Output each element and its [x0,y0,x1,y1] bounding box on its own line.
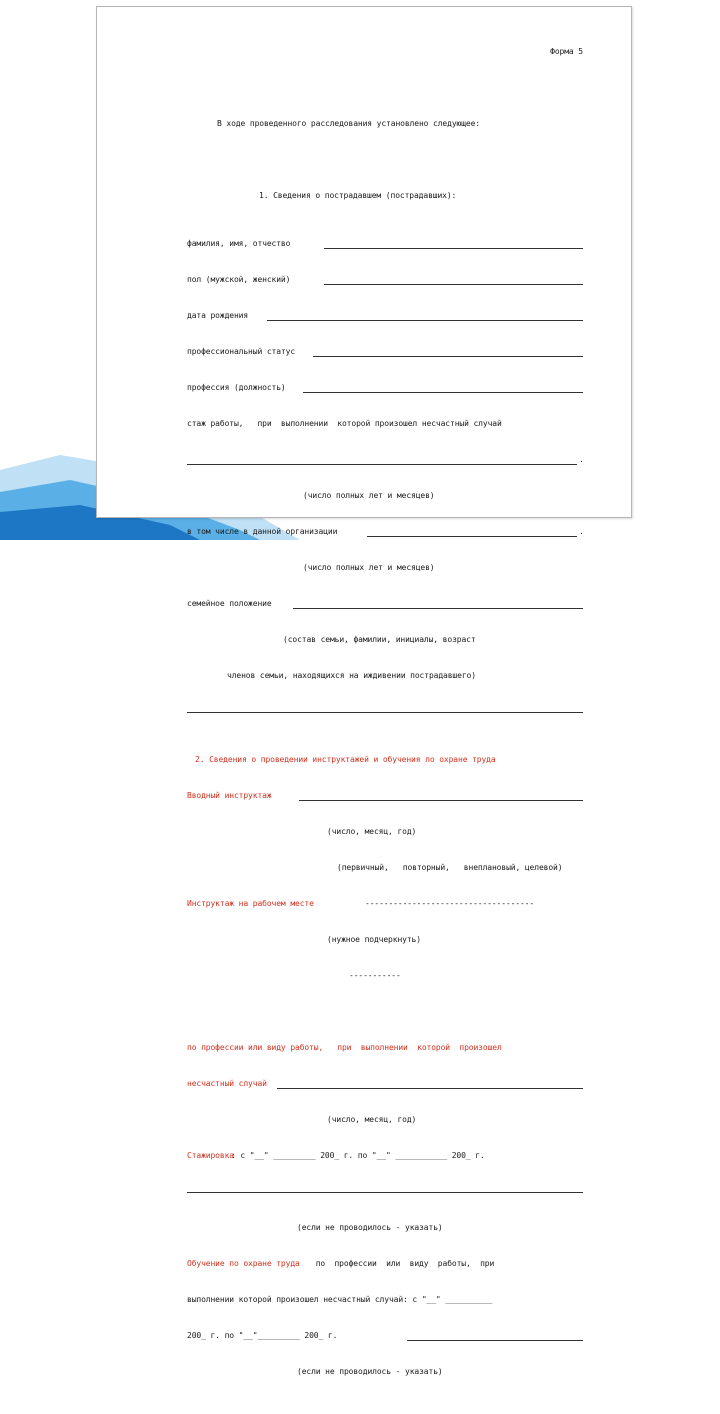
profession-briefing-line[interactable] [277,1088,583,1089]
induction-label: Вводный инструктаж [187,791,272,800]
by-profession-label: по профессии или виду работы, при выполнении которой произошел [187,1043,502,1052]
date-hint-2: (число, месяц, год) [327,1115,417,1124]
work-experience-label: стаж работы, при выполнении которой произошел несчастный случай [187,419,502,428]
short-dashes[interactable]: ----------- [349,971,401,980]
form-number: Форма 5 [550,47,583,56]
in-org-label: в том числе в данной организации [187,527,338,536]
intro-text: В ходе проведенного расследования установлено следующее: [217,119,480,128]
family-members-line[interactable] [187,712,583,713]
accident-label: несчастный случай [187,1079,267,1088]
underline-hint: (нужное подчеркнуть) [327,935,421,944]
form-body: Форма 5 В ходе проведенного расследования установлено следующее: 1. Сведения о пострадавшем (пострадавших): фамилия, имя, отчество пол (мужской, женский) дата рождения профессиональный статус профессия (должность) стаж работы, при выполнении которой произошел несчастный случай . (число полных лет и месяцев) в том числе в данной организации . (число полных лет и месяцев) семейное положение (состав семьи, фамилии, инициалы, возраст членов семьи, находящихся на иждивении пострадавшего) 2. Сведения о проведении инструктажей и обучения по охране труда Вводный инструктаж (число, месяц, год) (первичный, повторный, внеплановый, целевой) Инструктаж на рабочем месте ------------------------------------ (нужное подчеркнуть) ----------- по профессии или виду работы, при выполнении которой произошел несчастный случай (число, месяц, год) Стажировка : с "__" _________ 200_ г. по "__" ___________ 200_ г. (если не проводилось - указать) Обучение по охране труда по профессии или виду работы, при выполнении которой произошел несчастный случай: с "__" __________ 200_ г. по "__"_________ 200_ г. (если не проводилось - указать) [187,47,584,1376]
birth-date-label: дата рождения [187,311,249,320]
profession-label: профессия (должность) [187,383,286,392]
workplace-dashes[interactable]: ------------------------------------ [365,899,535,908]
training-text: по профессии или виду работы, при [311,1259,495,1268]
training-text-2[interactable]: выполнении которой произошел несчастный случай: с "__" __________ [187,1295,493,1304]
years-months-hint: (число полных лет и месяцев) [303,491,435,500]
work-experience-line[interactable] [187,464,577,465]
sex-label: пол (мужской, женский) [187,275,291,284]
workplace-briefing-label: Инструктаж на рабочем месте [187,899,314,908]
years-months-hint-2: (число полных лет и месяцев) [303,563,435,572]
family-status-label: семейное положение [187,599,272,608]
birth-date-line[interactable] [267,320,583,321]
form-page [96,6,632,1376]
section2-title: 2. Сведения о проведении инструктажей и обучения по охране труда [195,755,496,764]
sex-line[interactable] [324,284,583,285]
induction-line[interactable] [299,800,583,801]
full-name-label: фамилия, имя, отчество [187,239,291,248]
section1-title: 1. Сведения о пострадавшем (пострадавших): [259,191,457,200]
family-status-line[interactable] [293,608,583,609]
family-hint-1: (состав семьи, фамилии, инициалы, возраст [283,635,476,644]
internship-line[interactable] [187,1192,583,1193]
family-hint-2: членов семьи, находящихся на иждивении пострадавшего) [227,671,476,680]
internship-label: Стажировка [187,1151,234,1160]
profession-line[interactable] [303,392,583,393]
not-conducted-hint: (если не проводилось - указать) [297,1223,443,1232]
training-text-3[interactable]: 200_ г. по "__"_________ 200_ г. [187,1331,338,1340]
date-hint: (число, месяц, год) [327,827,417,836]
briefing-types: (первичный, повторный, внеплановый, целевой) [337,863,563,872]
internship-dates[interactable]: : с "__" _________ 200_ г. по "__" ___________ 200_ г. [231,1151,485,1160]
training-label: Обучение по охране труда [187,1259,300,1268]
full-name-line[interactable] [324,248,583,249]
not-conducted-hint-2: (если не проводилось - указать) [297,1367,443,1376]
training-line[interactable] [407,1340,583,1341]
professional-status-label: профессиональный статус [187,347,296,356]
professional-status-line[interactable] [313,356,583,357]
in-org-line[interactable] [367,536,577,537]
